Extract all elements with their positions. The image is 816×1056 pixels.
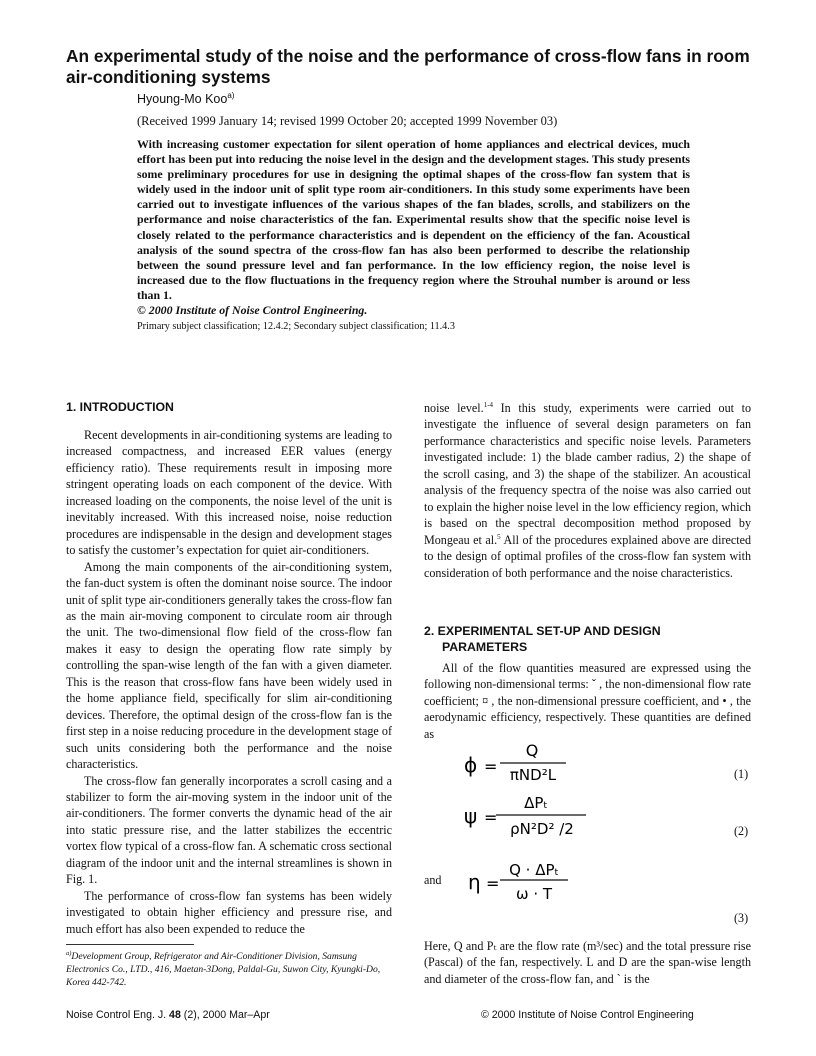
eq-lhs: ψ [464, 804, 478, 828]
journal-volume: 48 [169, 1009, 181, 1021]
heading-line: PARAMETERS [442, 640, 528, 654]
footnote-mark: a) [66, 949, 72, 957]
equation-number: (1) [734, 767, 749, 781]
paragraph: The cross-flow fan generally incorporates a scroll casing and a stabilizer to form the air-moving system in the indoor unit of the air-conditioners. The former converts the dynamic head of the air into static pressure rise, and the latter stabilizes the eccentric vortex flow typical of a cross-flow fan. A schematic cross sectional diagram of the indoor unit and the internal streamlines is shown in Fig. 1. [66, 773, 392, 887]
paragraph: The performance of cross-flow fan systems has been widely investigated to obtain higher efficiency and pressure rise, and much effort has also been expended to reduce the [66, 888, 392, 936]
eq-numerator: Q [525, 741, 539, 760]
equation-1 [462, 737, 582, 787]
paper-title: An experimental study of the noise and the performance of cross-flow fans in room air-conditioning systems [66, 46, 750, 87]
section-2-body [424, 660, 751, 742]
journal-citation [66, 1009, 270, 1021]
eq-lhs: ϕ [464, 753, 478, 777]
footnote [66, 950, 396, 989]
paragraph: Here, Q and Pₜ are the flow rate (m³/sec) and the total pressure rise (Pascal) of the fan, respectively. L and D are the span-wise length and diameter of the cross-flow fan, and ` is the [424, 939, 751, 986]
eq-numerator: Q · ΔPₜ [509, 861, 559, 879]
svg-text:=: = [484, 808, 498, 827]
eq-denominator: ω · T [515, 885, 553, 903]
left-column-body [66, 427, 392, 937]
paragraph: Recent developments in air-conditioning systems are leading to increased compactness, and increased EER values (energy efficiency ratio). These requirements result in imposing more stringent operating loads on each component of the device. With increased loading on the components, the noise level of the unit is inevitably increased. With this increased noise, noise reduction procedures are indispensable in the design and development stages to satisfy the customer’s expectation for quiet air-conditioners. [66, 428, 392, 558]
right-column-continuation [424, 938, 751, 987]
svg-text:=: = [484, 757, 498, 776]
affiliation-mark: a) [227, 90, 235, 100]
abstract [137, 137, 690, 318]
footer-copyright: © 2000 Institute of Noise Control Engineering [481, 1009, 694, 1021]
eq-numerator: ΔPₜ [524, 794, 548, 812]
subject-classification: Primary subject classification; 12.4.2; Secondary subject classification; 11.4.3 [137, 321, 455, 332]
eq-denominator: ρN²D² /2 [510, 820, 574, 838]
paragraph [424, 400, 751, 581]
received-dates: (Received 1999 January 14; revised 1999 October 20; accepted 1999 November 03) [137, 114, 558, 128]
equation-number: (2) [734, 824, 749, 838]
equation-2 [462, 793, 602, 845]
abstract-text: With increasing customer expectation for silent operation of home appliances and electrical devices, much effort has been put into reducing the noise level in the design and the development stages. This study presents some preliminary procedures for use in designing the optimal shapes of the cross-flow fan system that is widely used in the indoor unit of split type room air-conditioners. In this study some experiments have been carried out to investigate influences of the various shapes of the fan blades, scrolls, and stabilizers on the performance and noise characteristics of the fan. Experimental results show that the specific noise level is closely related to the performance characteristics and is dependent on the efficiency of the fan. Acoustical analysis of the sound spectra of the cross-flow fan has also been performed to describe the relationship between the sound pressure level and fan performance. In the low efficiency region, the noise level is increased due to the flow fluctuations in the frequency region where the Strouhal number is around or less than 1. [137, 137, 690, 302]
footnote-rule [66, 944, 194, 945]
citation: 5 [497, 532, 501, 541]
journal-issue: (2), 2000 Mar–Apr [180, 1009, 270, 1021]
equation-number: (3) [734, 911, 749, 925]
section-2-heading [424, 623, 754, 655]
text-run: noise level. [424, 401, 484, 415]
eq-denominator: πND²L [509, 766, 557, 784]
text-run: All of the procedures explained above are directed to the design of optimal profiles of the cross-flow fan system with consideration of both performance and the noise characteristics. [424, 532, 751, 580]
abstract-copyright: © 2000 Institute of Noise Control Engineering. [137, 303, 368, 318]
author-line [137, 92, 234, 106]
section-1-heading: 1. INTRODUCTION [66, 400, 174, 414]
svg-text:=: = [486, 874, 500, 893]
journal-name: Noise Control Eng. J. [66, 1009, 170, 1021]
paragraph: Among the main components of the air-conditioning system, the fan-duct system is often the dominant noise source. The indoor unit of split type air-conditioners generally takes the cross-flow fan as the main air-moving component to circulate room air through the unit. The two-dimensional flow field of the cross-flow fan makes it easy to design the operating flow rate simply by controlling the span-wise length of the fan with a given diameter. This is the reason that cross-flow fans have been widely used in the home appliance field, specifically for slim air-conditioning devices. Therefore, the optimal design of the cross-flow fan is the first step in a noise reducing procedure in the development stage of such units considering both the performance and the noise characteristics. [66, 559, 392, 772]
eq-lhs: η [468, 870, 481, 894]
paragraph: All of the flow quantities measured are expressed using the following non-dimensional terms: ˇ , the non-dimensional flow rate coefficient; ¤ , the non-dimensional pressure coefficient, and • , the aerodynamic efficiency, respectively. These quantities are defined as [424, 661, 751, 741]
text-run: In this study, experiments were carried out to investigate the influence of several design parameters on fan performance characteristics and specific noise levels. Parameters investigated include: 1) the blade camber radius, 2) the shape of the scroll casing, and 3) the shape of the stabilizer. An acoustical analysis of the frequency spectra of the noise was also carried out to explain the higher noise level in the low efficiency region, which is based on the spectral decomposition method proposed by Mongeau et al. [424, 401, 752, 547]
footnote-text: Development Group, Refrigerator and Air-Conditioner Division, Samsung Electronics Co., LTD., 416, Maetan-3Dong, Paldal-Gu, Suwon City, Kyungki-Do, Korea 442-742. [66, 951, 381, 988]
right-column-intro [424, 400, 751, 581]
citation: 1-4 [483, 400, 494, 409]
heading-line: 2. EXPERIMENTAL SET-UP AND DESIGN [424, 624, 661, 638]
and-word: and [424, 873, 442, 887]
author-name: Hyoung-Mo Koo [137, 92, 228, 106]
equation-3 [462, 855, 592, 907]
